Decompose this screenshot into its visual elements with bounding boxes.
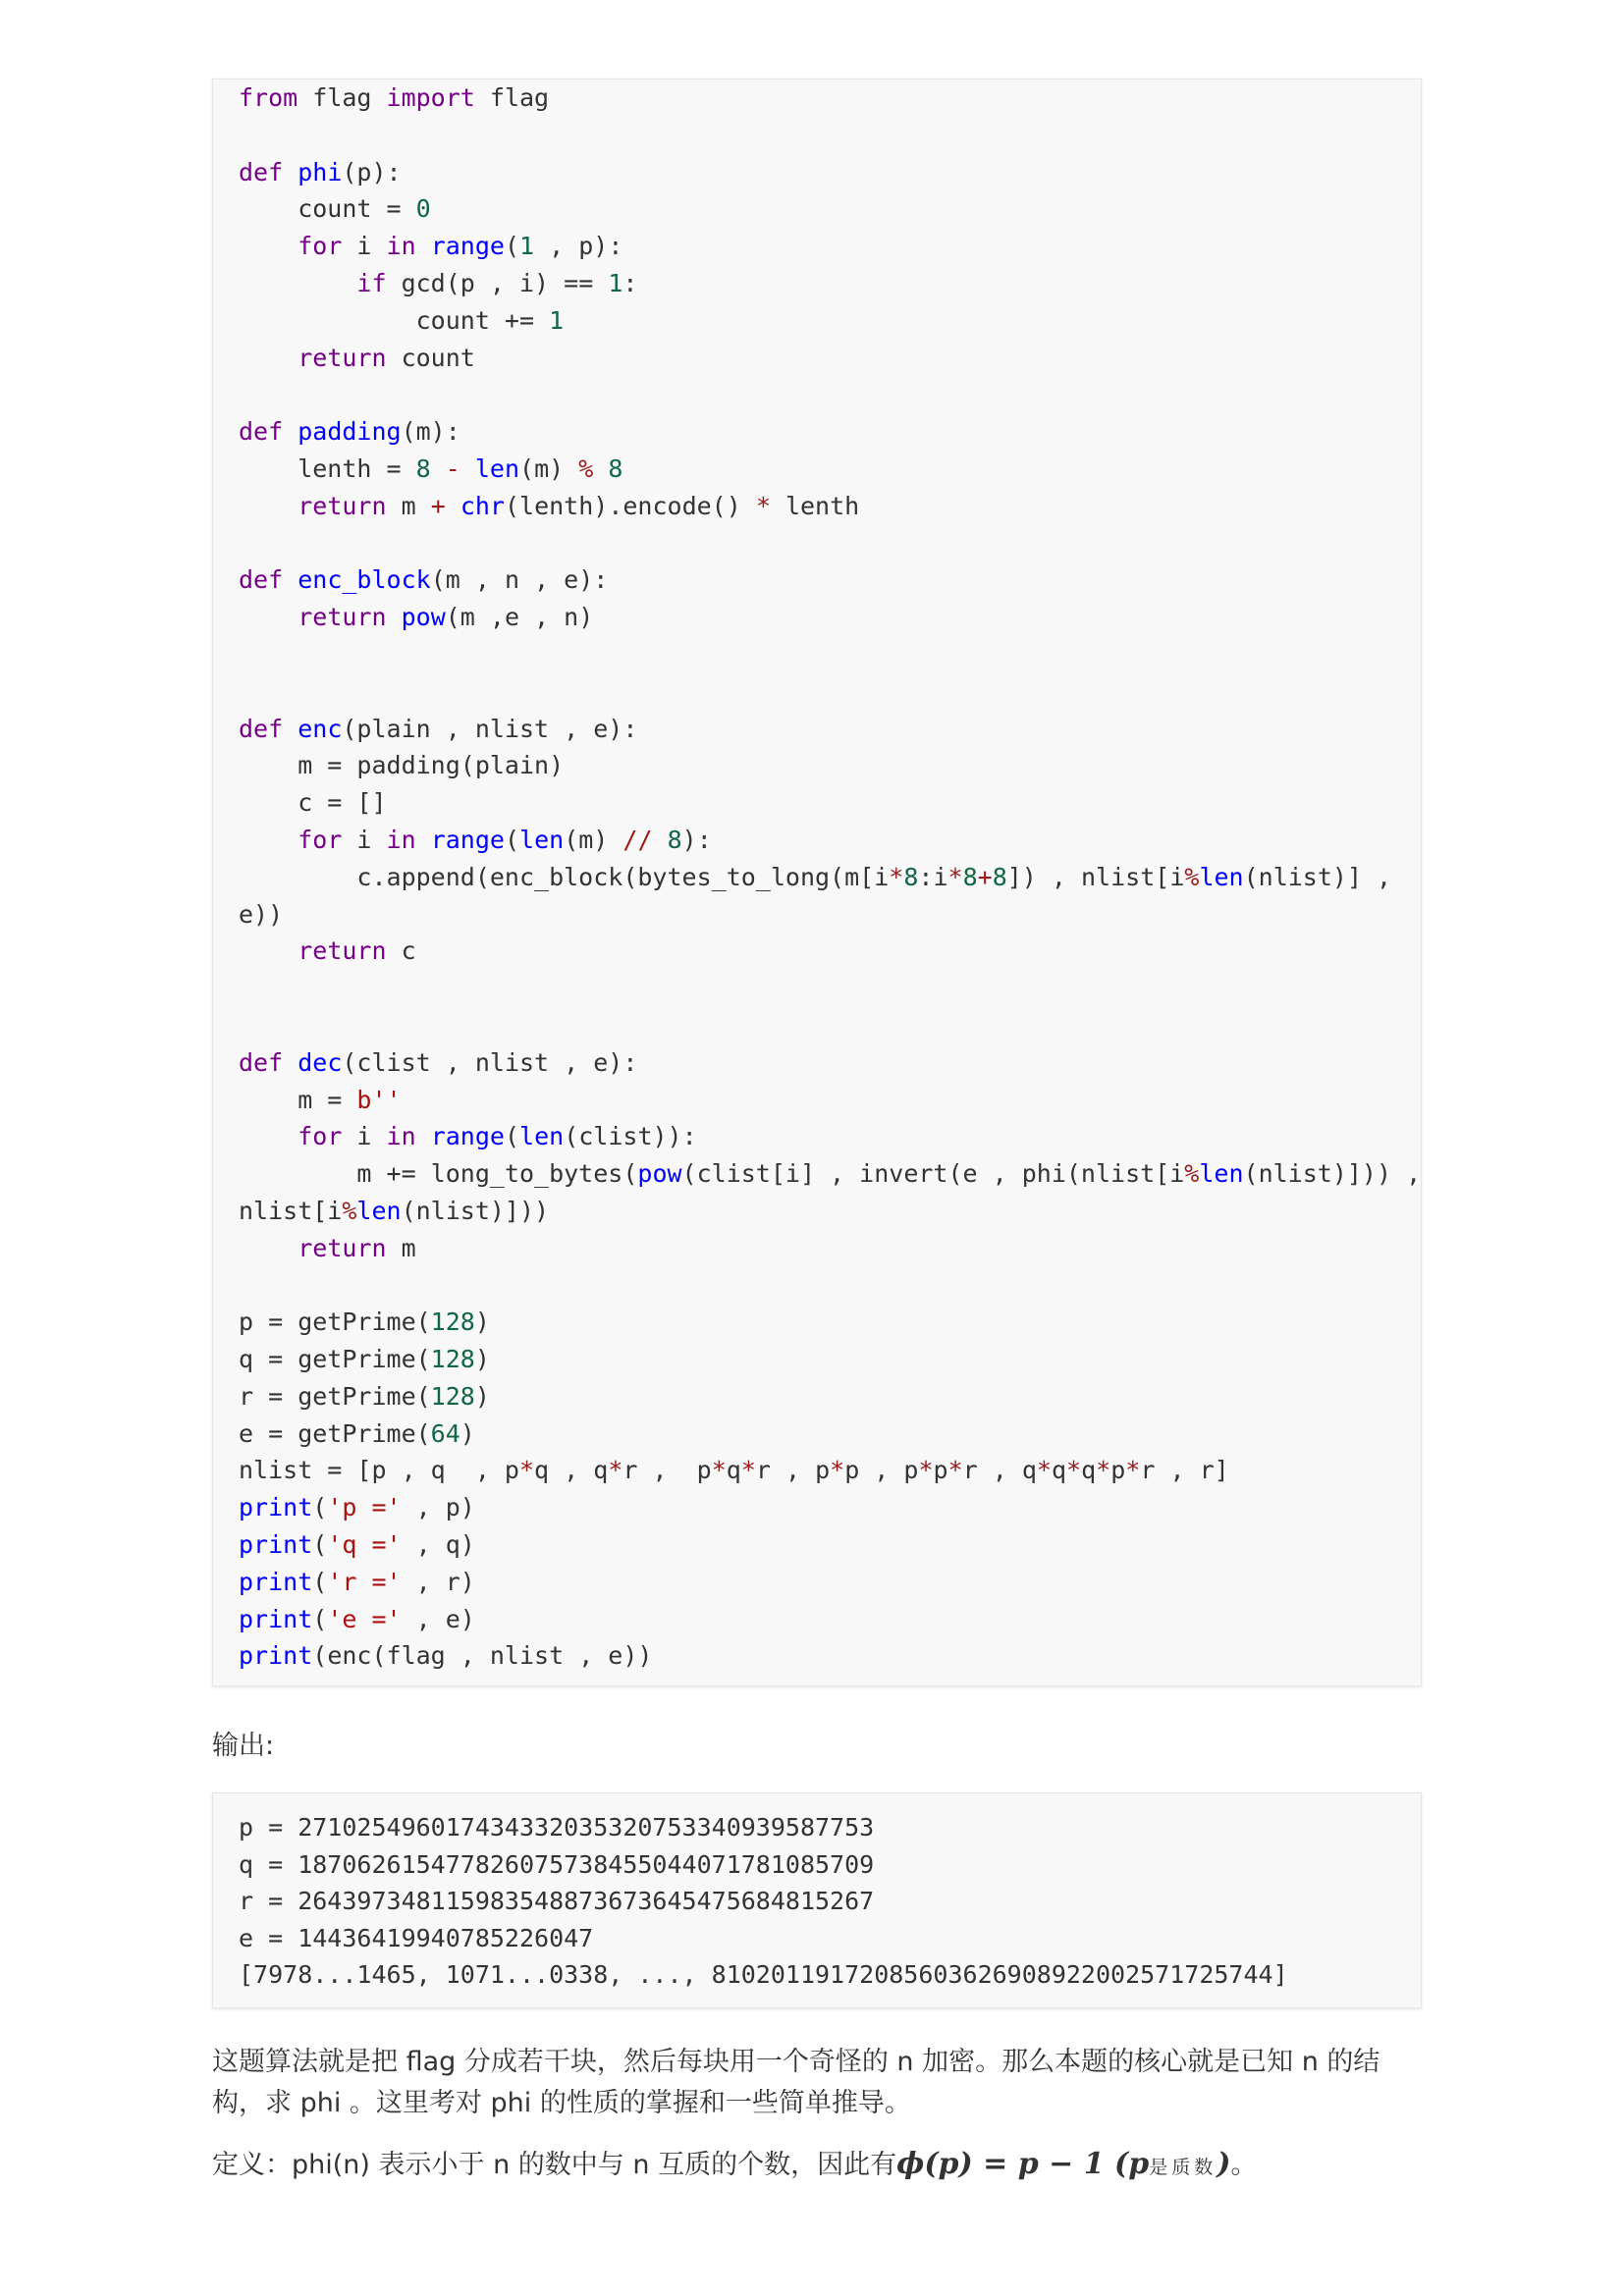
code-line: for i in range(1 , p): <box>298 232 623 261</box>
code-line: c = [] <box>239 788 387 818</box>
code-line: e)) <box>239 899 284 929</box>
code-line <box>239 117 1395 154</box>
code-line: return count <box>298 343 475 372</box>
code-line: def phi(p): <box>239 157 402 187</box>
formula-note: 是质数 <box>1149 2157 1217 2178</box>
output-line: r = 264397348115983548873673645475684815267 <box>239 1887 875 1916</box>
description-paragraph: 这题算法就是把 flag 分成若干块，然后每块用一个奇怪的 n 加密。那么本题的核心就是已知 n 的结构，求 phi 。这里考对 phi 的性质的掌握和一些简单推导。 <box>212 2047 1380 2118</box>
code-line: def enc(plain , nlist , e): <box>239 714 638 743</box>
code-line: lenth = 8 - len(m) % 8 <box>239 454 623 483</box>
code-line: p = getPrime(128) <box>239 1308 490 1337</box>
code-line: def enc_block(m , n , e): <box>239 565 609 595</box>
code-line: return c <box>298 936 416 966</box>
code-line: from flag import flag <box>239 83 550 112</box>
code-line: e = getPrime(64) <box>239 1418 475 1448</box>
code-line <box>239 673 1395 711</box>
output-code-block <box>212 1792 1422 2008</box>
output-line: p = 271025496017434332035320753340939587753 <box>239 1813 875 1842</box>
code-line: print('p =' , p) <box>239 1493 475 1522</box>
definition-trailing: 。 <box>1230 2150 1258 2180</box>
source-code-block <box>212 79 1422 1686</box>
code-line: print('r =' , r) <box>239 1567 475 1596</box>
code-line <box>239 636 1395 673</box>
source-code <box>213 80 1421 1675</box>
code-line <box>239 525 1395 562</box>
code-line: return m + chr(lenth).encode() * lenth <box>298 491 860 520</box>
code-line: m = padding(plain) <box>239 751 565 780</box>
code-line: print('q =' , q) <box>239 1530 475 1560</box>
code-line: nlist[i%len(nlist)])) <box>239 1196 550 1225</box>
code-line: def dec(clist , nlist , e): <box>239 1047 638 1077</box>
code-line <box>239 970 1395 1007</box>
code-line: c.append(enc_block(bytes_to_long(m[i*8:i*8+8]) , nlist[i%len(nlist)] , <box>239 862 1392 891</box>
code-line: print(enc(flag , nlist , e)) <box>239 1641 653 1671</box>
code-line: for i in range(len(clist)): <box>298 1122 697 1151</box>
output-line: q = 187062615477826075738455044071781085709 <box>239 1849 875 1879</box>
code-line <box>239 376 1395 413</box>
code-line: count += 1 <box>239 305 565 335</box>
code-line: for i in range(len(m) // 8): <box>298 825 712 854</box>
code-line: q = getPrime(128) <box>239 1345 490 1374</box>
phi-formula: ϕ(p) = p − 1 (p是质数) <box>896 2147 1231 2181</box>
code-line: if gcd(p , i) == 1: <box>356 268 638 297</box>
code-line: def padding(m): <box>239 417 460 447</box>
code-line <box>239 1007 1395 1044</box>
code-line: print('e =' , e) <box>239 1604 475 1633</box>
code-line: nlist = [p , q , p*q , q*r , p*q*r , p*p , p*p*r , q*q*q*p*r , r] <box>239 1456 1229 1485</box>
output-line: e = 14436419940785226047 <box>239 1923 594 1952</box>
output-label: 输出: <box>212 1731 275 1761</box>
code-line: return pow(m ,e , n) <box>298 603 594 632</box>
code-line <box>239 1267 1395 1305</box>
code-line: count = 0 <box>239 194 431 224</box>
definition-paragraph <box>212 2144 1422 2188</box>
output-text <box>213 1793 1421 1994</box>
code-line: m += long_to_bytes(pow(clist[i] , invert(e , phi(nlist[i%len(nlist)])) , <box>239 1159 1422 1189</box>
code-line: return m <box>298 1233 416 1262</box>
output-line: [7978...1465, 1071...0338, ..., 8102011917208560362690892200257172574​4] <box>239 1960 1288 1990</box>
definition-text: 定义：phi(n) 表示小于 n 的数中与 n 互质的个数，因此有 <box>212 2150 897 2180</box>
code-line: r = getPrime(128) <box>239 1381 490 1411</box>
code-line: m = b'' <box>239 1085 402 1114</box>
